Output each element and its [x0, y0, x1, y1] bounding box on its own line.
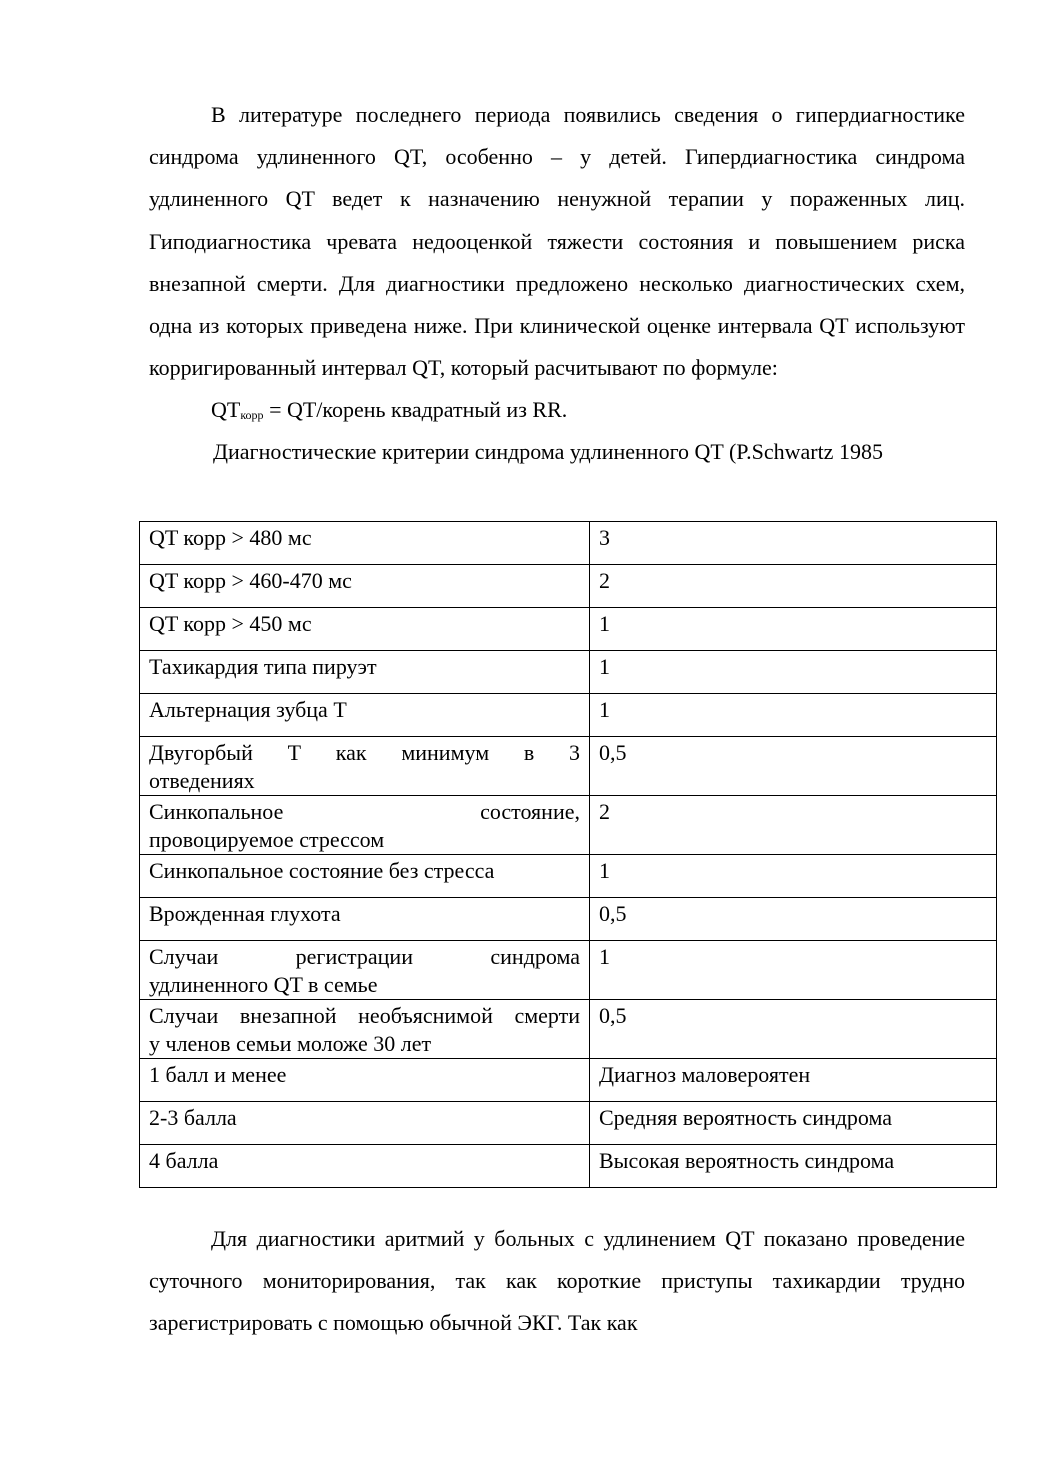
document-body — [149, 94, 965, 473]
score-cell: 1 — [590, 694, 997, 737]
score-cell: 0,5 — [590, 737, 997, 796]
closing-paragraph: Для диагностики аритмий у больных с удлинением QT показано проведение суточного мониторирования, так как короткие приступы тахикардии трудно зарегистрировать с помощью обычной ЭКГ. Так как — [149, 1226, 965, 1336]
criterion-line-1: Синкопальное состояние, — [149, 799, 580, 824]
criterion-line-1: Двугорбый Т как минимум в 3 — [149, 740, 580, 765]
criterion-cell: Синкопальное состояние без стресса — [140, 855, 590, 898]
score-cell: 1 — [590, 651, 997, 694]
criterion-cell — [140, 737, 590, 796]
criterion-line-1: Случаи внезапной необъяснимой смерти — [149, 1003, 580, 1028]
criterion-line-2: у членов семьи моложе 30 лет — [149, 1031, 432, 1056]
criterion-cell: Альтернация зубца Т — [140, 694, 590, 737]
score-cell: 1 — [590, 941, 997, 1000]
criterion-cell — [140, 941, 590, 1000]
criterion-cell: QT корр > 480 мс — [140, 522, 590, 565]
score-cell: Диагноз маловероятен — [590, 1059, 997, 1102]
qt-formula — [149, 389, 965, 431]
criterion-cell: QT корр > 460-470 мс — [140, 565, 590, 608]
table-row — [140, 1145, 997, 1188]
criteria-table — [139, 521, 997, 1188]
score-cell: Средняя вероятность синдрома — [590, 1102, 997, 1145]
score-cell: 3 — [590, 522, 997, 565]
closing-section — [149, 1218, 965, 1345]
table-row — [140, 651, 997, 694]
criterion-line-2: провоцируемое стрессом — [149, 827, 385, 852]
score-cell: 1 — [590, 855, 997, 898]
criterion-cell — [140, 1000, 590, 1059]
table-row — [140, 522, 997, 565]
table-row — [140, 1000, 997, 1059]
formula-rhs: = QT/корень квадратный из RR. — [263, 397, 568, 423]
intro-paragraph: В литературе последнего периода появились сведения о гипердиагностике синдрома удлиненного QT, особенно – у детей. Гипердиагностика синдрома удлиненного QT ведет к назначению ненужной терапии у пораженных лиц. Гиподиагностика чревата недооценкой тяжести состояния и повышением риска внезапной смерти. Для диагностики предложено несколько диагностических схем, одна из которых приведена ниже. При клинической оценке интервала QT используют корригированный интервал QT, который расчитывают по формуле: — [149, 102, 965, 381]
criterion-line-2: отведениях — [149, 768, 255, 793]
score-cell: 1 — [590, 608, 997, 651]
score-cell: 0,5 — [590, 898, 997, 941]
criterion-cell — [140, 796, 590, 855]
criterion-cell: Тахикардия типа пируэт — [140, 651, 590, 694]
score-cell: 0,5 — [590, 1000, 997, 1059]
score-cell: 2 — [590, 565, 997, 608]
score-cell: Высокая вероятность синдрома — [590, 1145, 997, 1188]
table-row — [140, 565, 997, 608]
table-row — [140, 941, 997, 1000]
score-cell: 2 — [590, 796, 997, 855]
formula-subscript: корр — [240, 408, 264, 423]
formula-lhs: QT — [211, 397, 241, 423]
table-row — [140, 1102, 997, 1145]
table-row — [140, 694, 997, 737]
criterion-cell: 2-3 балла — [140, 1102, 590, 1145]
criterion-cell: QT корр > 450 мс — [140, 608, 590, 651]
criterion-cell: 4 балла — [140, 1145, 590, 1188]
criteria-table-container — [139, 521, 996, 1188]
criterion-cell: 1 балл и менее — [140, 1059, 590, 1102]
table-row — [140, 898, 997, 941]
table-caption: Диагностические критерии синдрома удлиненного QT (P.Schwartz 1985 — [213, 439, 883, 465]
table-row — [140, 796, 997, 855]
table-row — [140, 608, 997, 651]
table-row — [140, 737, 997, 796]
criterion-line-2: удлиненного QT в семье — [149, 972, 378, 997]
table-row — [140, 1059, 997, 1102]
table-row — [140, 855, 997, 898]
criterion-cell: Врожденная глухота — [140, 898, 590, 941]
criterion-line-1: Случаи регистрации синдрома — [149, 944, 580, 969]
